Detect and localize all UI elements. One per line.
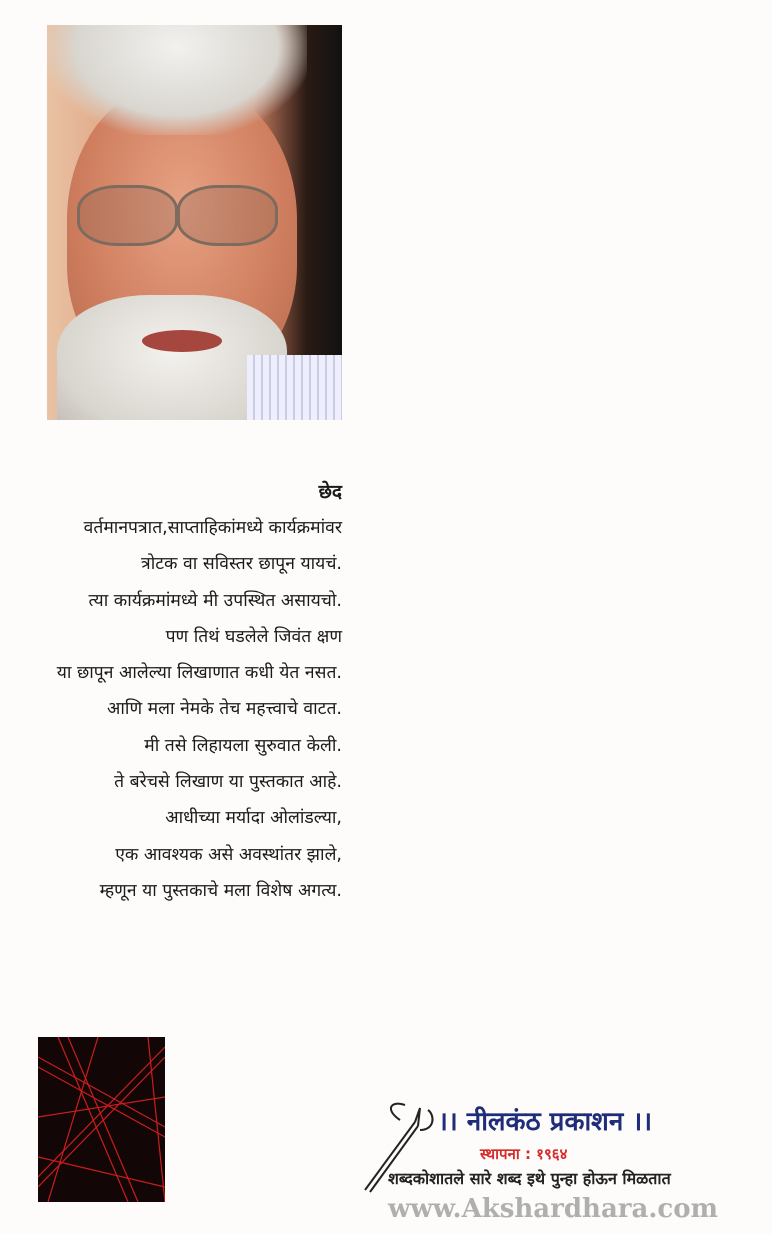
blurb-title: छेद — [318, 481, 342, 503]
author-hair — [47, 25, 307, 135]
blurb-line: त्या कार्यक्रमांमध्ये मी उपस्थित असायचो. — [88, 590, 342, 611]
blurb-line: या छापून आलेल्या लिखाणात कधी येत नसत. — [56, 663, 342, 684]
blurb-line: आधीच्या मर्यादा ओलांडल्या, — [165, 808, 342, 829]
publisher-block — [360, 1100, 772, 1234]
watermark: www.Akshardhara.com — [388, 1194, 719, 1224]
established-year: स्थापना : १९६४ — [480, 1145, 568, 1163]
blurb-line: त्रोटक वा सविस्तर छापून यायचं. — [141, 554, 342, 575]
publisher-tagline: शब्दकोशातले सारे शब्द इथे पुन्हा होऊन मिळतात — [388, 1169, 671, 1188]
blurb-line: वर्तमानपत्रात,साप्ताहिकांमध्ये कार्यक्रमांवर — [83, 518, 342, 538]
author-mouth — [142, 330, 222, 352]
blurb — [57, 478, 342, 909]
author-shirt — [247, 355, 342, 420]
blurb-line: म्हणून या पुस्तकाचे मला विशेष अगत्य. — [99, 880, 342, 901]
glasses-left — [77, 185, 178, 246]
glasses-right — [177, 185, 278, 246]
publisher-name: ।। नीलकंठ प्रकाशन ।। — [438, 1107, 653, 1137]
abstract-red-lines-image — [38, 1037, 165, 1202]
author-photo — [47, 25, 342, 420]
blurb-line: मी तसे लिहायला सुरुवात केली. — [144, 735, 342, 756]
blurb-line: आणि मला नेमके तेच महत्त्वाचे वाटत. — [107, 699, 342, 720]
blurb-line: ते बरेचसे लिखाण या पुस्तकात आहे. — [114, 772, 342, 793]
blurb-line: एक आवश्यक असे अवस्थांतर झाले, — [115, 844, 342, 865]
blurb-line: पण तिथं घडलेले जिवंत क्षण — [165, 626, 342, 647]
blurb-lines — [57, 510, 342, 909]
